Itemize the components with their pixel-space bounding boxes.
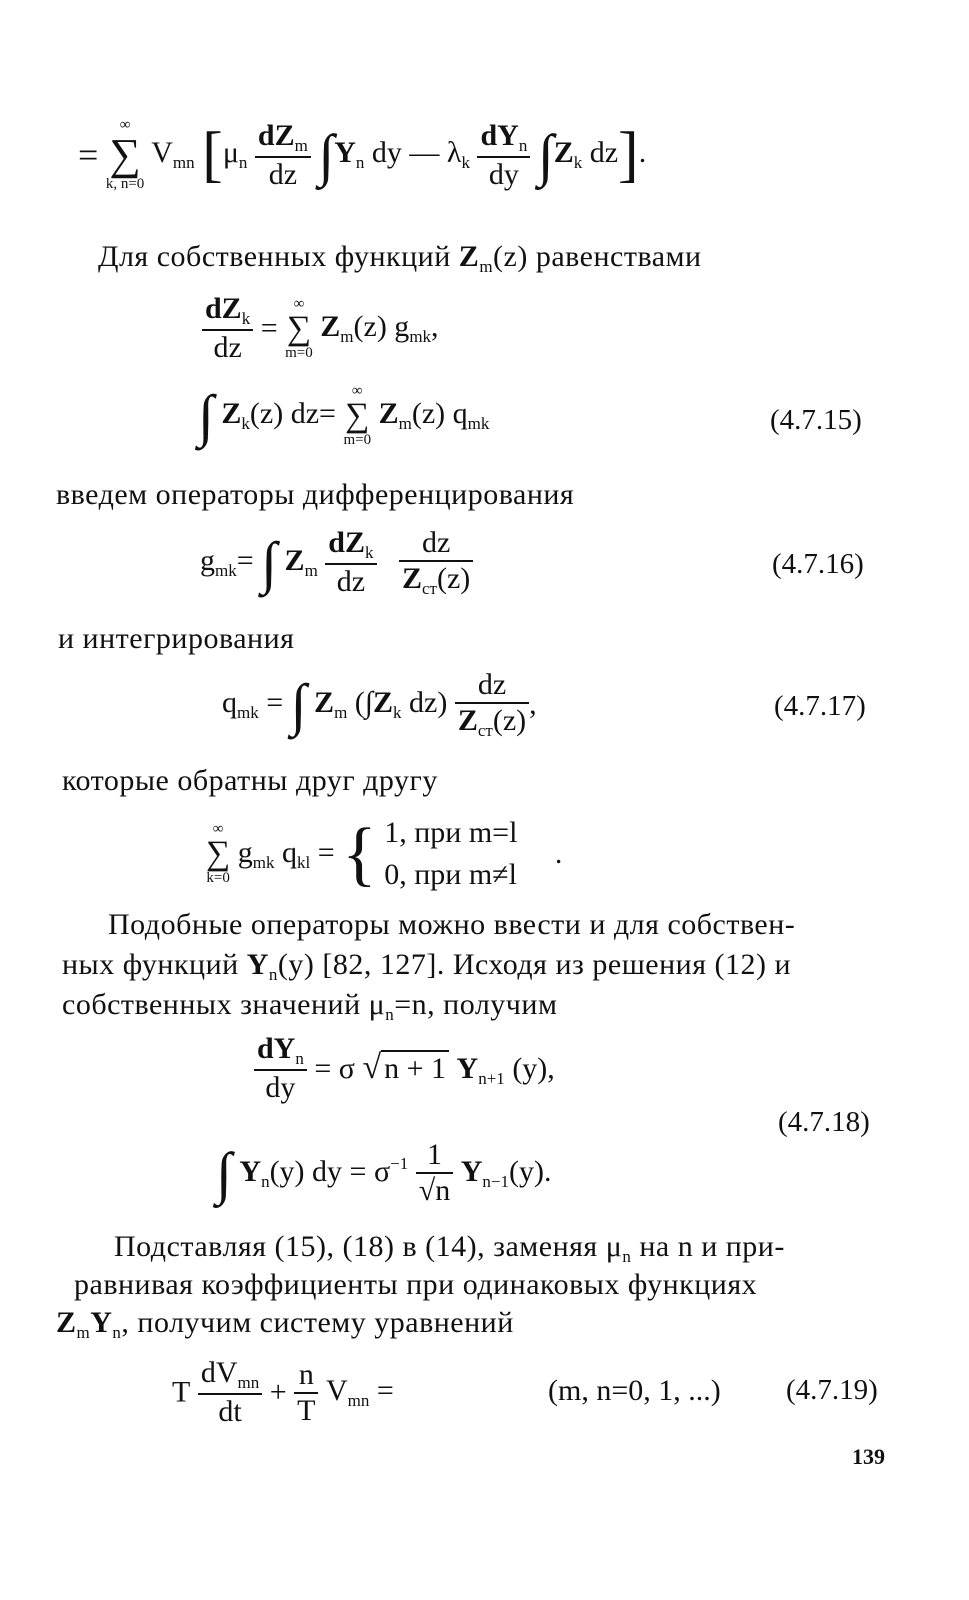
paragraph-substitute-line3: $Z_mY_n$, получим систему уравнений <box>56 1306 514 1342</box>
paragraph-intro: Для собственных функций $Z_m(z)$ равенствами <box>98 240 702 276</box>
sum-symbol: ∞ ∑ k=0 <box>206 821 231 886</box>
page-number: 139 <box>852 1444 885 1469</box>
sum-symbol: ∞ ∑ m=0 <box>343 382 372 448</box>
integral-sign: ∫ <box>290 672 307 737</box>
equation-15a: $\frac{dZ_k}{dz}$ = ∞ ∑ m=0 $Z_m(z)$ $g_{mk}$, <box>202 292 439 365</box>
equation-expansion: = ∞ ∑ k, n=0 $V_{mn}$ [$\mu_n$ $\frac{dZ_m}{dz}$ $\int Y_n$ dy — $\lambda_k$ $\frac{dY_n}{dy}$ $\int Z_k$ dz]. <box>78 117 647 192</box>
equation-number-19: (4.7.19) <box>786 1374 878 1406</box>
integral-sign: ∫ <box>537 122 554 188</box>
equation-orthogonality: ∞ ∑ k=0 $g_{mk}$ $q_{kl}$ = { 1, при m=l 0, при m≠l . <box>206 813 563 894</box>
sum-symbol: ∞ ∑ k, n=0 <box>105 117 145 192</box>
equation-18b: ∫ $Y_n(y)$ dy = $\sigma^{-1}$ $\frac{1}{√n}$ $Y_{n-1}(y)$. <box>216 1138 552 1207</box>
fraction-dZm-dz: $\frac{dZ_m}{dz}$ <box>255 119 311 192</box>
equation-number-16: (4.7.16) <box>772 548 864 580</box>
equation-number-15: (4.7.15) <box>770 404 862 436</box>
fraction-dYn-dy: $\frac{dY_n}{dy}$ <box>477 119 530 192</box>
paragraph-similar-line3: собственных значений $\mu_n=n$, получим <box>62 988 558 1024</box>
paragraph-substitute-line1: Подставляя (15), (18) в (14), заменяя $\mu_n$ на n и при- <box>114 1230 785 1266</box>
equation-17: $q_{mk}$ = ∫ $Z_m$ ($\int Z_k$ dz) $\frac{dz}{Z_{ст}(z)}$ , <box>222 668 537 740</box>
paragraph-inverse: которые обратны друг другу <box>62 764 438 797</box>
integral-sign: ∫ <box>216 1140 232 1206</box>
left-brace: { <box>342 813 377 894</box>
equation-19: T $\frac{dV_{mn}}{dt}$ + $\frac{n}{T}$ $V_{mn}$ = <box>172 1356 394 1428</box>
equation-16: $g_{mk}=$ ∫ $Z_m$ $\frac{dZ_k}{dz}$ $\frac{dz}{Z_{ст}(z)}$ <box>200 526 473 599</box>
paragraph-substitute-line2: равнивая коэффициенты при одинаковых функциях <box>74 1268 758 1301</box>
integral-sign: ∫ <box>318 122 335 188</box>
sum-symbol: ∞ ∑ m=0 <box>285 295 313 361</box>
equation-15b: ∫ $Z_k(z)$ dz= ∞ ∑ m=0 $Z_m(z)$ $q_{mk}$ <box>198 382 490 448</box>
equation-number-18: (4.7.18) <box>778 1106 870 1138</box>
integral-sign: ∫ <box>261 530 278 595</box>
equation-18a: $\frac{dY_n}{dy}$ = σ √ n + 1 $Y_{n+1}$ (y), <box>254 1032 555 1105</box>
equation-19-range: (m, n=0, 1, ...) <box>548 1374 721 1407</box>
paragraph-differentiation: введем операторы дифференцирования <box>56 478 575 511</box>
paragraph-similar-line2: ных функций $Y_n(y)$ [82, 127]. Исходя из решения (12) и <box>62 948 792 984</box>
paragraph-similar-line1: Подобные операторы можно ввести и для собствен- <box>108 908 796 941</box>
integral-sign: ∫ <box>198 383 214 448</box>
equation-number-17: (4.7.17) <box>774 690 866 722</box>
paragraph-integration: и интегрирования <box>58 622 295 655</box>
